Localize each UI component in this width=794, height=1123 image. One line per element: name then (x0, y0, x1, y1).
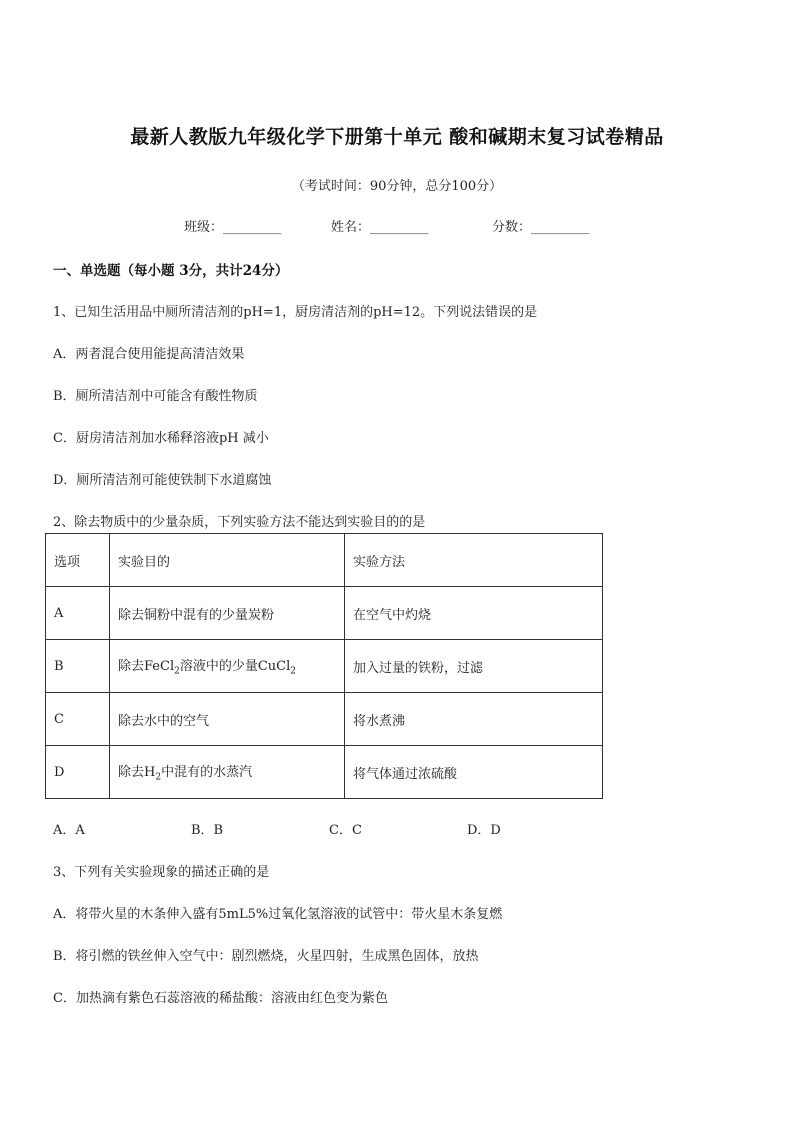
q1-option-d: D．厕所清洁剂可能使铁制下水道腐蚀 (53, 473, 272, 488)
q2-stem: 2、除去物质中的少量杂质，下列实验方法不能达到实验目的的是 (53, 515, 426, 530)
table-cell-method: 将水煮沸 (345, 693, 603, 746)
q2-choice-c: C．C (329, 823, 362, 838)
table-cell-option: C (46, 693, 110, 746)
class-field: 班级：_________ (184, 220, 282, 235)
exam-subtitle: （考试时间：90分钟，总分100分） (291, 179, 503, 194)
table-cell-method: 在空气中灼烧 (345, 587, 603, 640)
subscript: 2 (155, 772, 162, 783)
table-row (46, 587, 603, 640)
goal-text: 除去H (118, 765, 156, 781)
goal-text: 溶液中的少量CuCl (179, 659, 291, 675)
table-header-cell: 实验方法 (345, 534, 603, 587)
q1-option-b: B．厕所清洁剂中可能含有酸性物质 (53, 389, 258, 404)
goal-text: 除去FeCl (118, 659, 175, 675)
q2-choice-b: B．B (191, 823, 224, 838)
name-field: 姓名：_________ (331, 220, 429, 235)
table-row (46, 746, 603, 799)
q1-option-c: C．厨房清洁剂加水稀释溶液pH 减小 (53, 431, 269, 446)
q1-option-a: A．两者混合使用能提高清洁效果 (53, 347, 245, 362)
q3-option-a: A．将带火星的木条伸入盛有5mL5%过氧化氢溶液的试管中：带火星木条复燃 (53, 907, 503, 922)
table-cell-goal: 除去水中的空气 (110, 693, 345, 746)
subscript: 2 (174, 666, 180, 677)
table-cell-goal: 除去铜粉中混有的少量炭粉 (110, 587, 345, 640)
q2-choice-a: A．A (53, 823, 85, 838)
subscript: 2 (290, 666, 297, 677)
table-header-cell: 选项 (46, 534, 110, 587)
table-cell-method: 加入过量的铁粉，过滤 (345, 640, 603, 693)
table-cell-goal (110, 640, 345, 693)
table-cell-option: A (46, 587, 110, 640)
q2-table (45, 533, 603, 799)
section-heading: 一、单选题（每小题 3分，共计24分） (53, 263, 289, 279)
q1-stem: 1、已知生活用品中厕所清洁剂的pH=1，厨房清洁剂的pH=12。下列说法错误的是 (53, 305, 538, 320)
score-field: 分数：_________ (492, 220, 590, 235)
table-cell-method: 将气体通过浓硫酸 (345, 746, 603, 799)
table-row (46, 640, 603, 693)
table-row (46, 693, 603, 746)
table-cell-goal (110, 746, 345, 799)
table-header-cell: 实验目的 (110, 534, 345, 587)
q3-option-c: C．加热滴有紫色石蕊溶液的稀盐酸：溶液由红色变为紫色 (53, 991, 388, 1006)
table-cell-option: D (46, 746, 110, 799)
q2-choice-d: D．D (467, 823, 501, 838)
q3-stem: 3、下列有关实验现象的描述正确的是 (53, 865, 270, 880)
exam-title: 最新人教版九年级化学下册第十单元 酸和碱期末复习试卷精品 (130, 126, 664, 148)
table-cell-option: B (46, 640, 110, 693)
table-header-row (46, 534, 603, 587)
q3-option-b: B．将引燃的铁丝伸入空气中：剧烈燃烧，火星四射，生成黑色固体，放热 (53, 949, 479, 964)
goal-text: 中混有的水蒸汽 (161, 765, 253, 781)
